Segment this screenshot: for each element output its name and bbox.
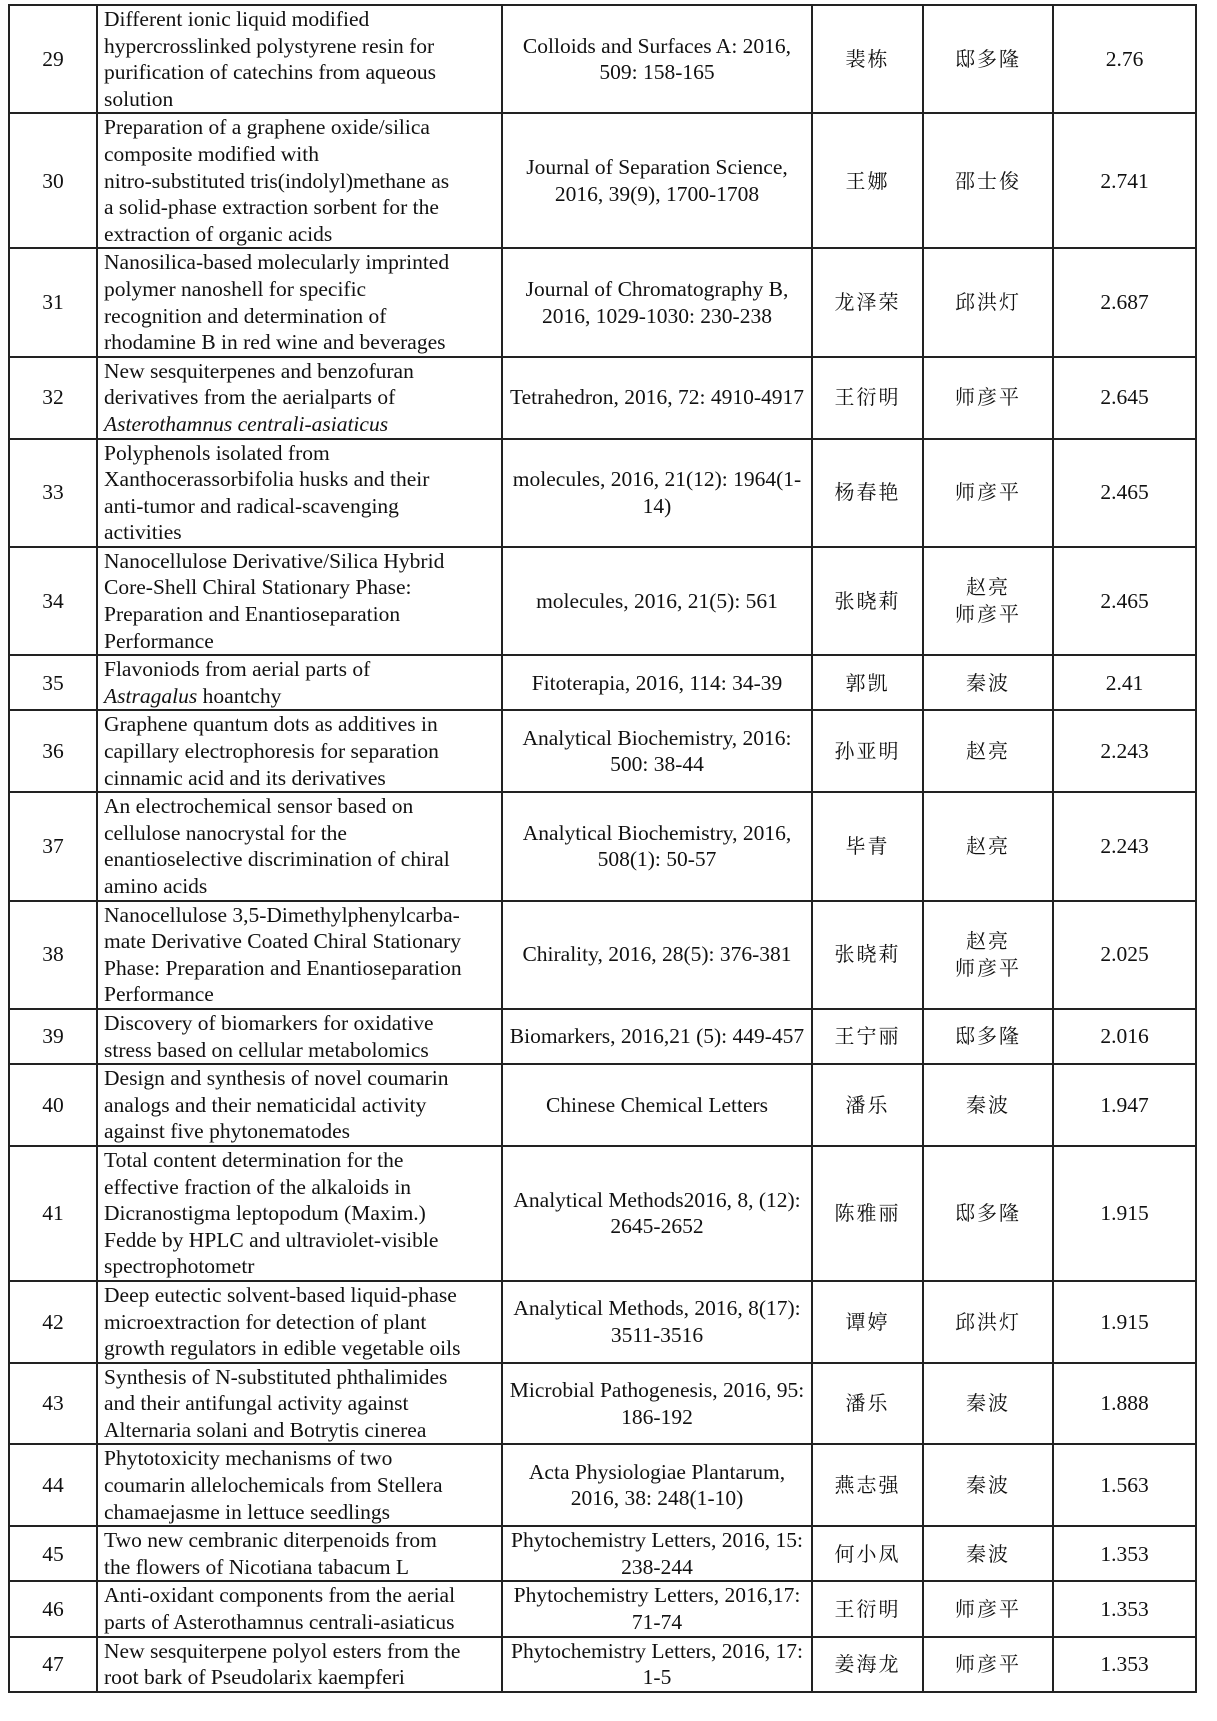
impact-factor: 2.016 [1053,1009,1196,1064]
paper-title-text: growth regulators in edible vegetable oils [104,1336,461,1361]
table-row [9,710,1196,792]
paper-title-line [104,981,497,1008]
journal-citation: Colloids and Surfaces A: 2016, 509: 158-165 [502,5,812,113]
first-author: 陈雅丽 [812,1146,923,1281]
paper-title-line [104,33,497,60]
paper-title [97,1526,502,1581]
paper-title [97,113,502,248]
paper-title-line [104,683,497,710]
table-row [9,901,1196,1009]
row-number: 35 [9,655,97,710]
paper-title-line [104,1609,497,1636]
publications-table [8,4,1197,1693]
paper-title-text: Graphene quantum dots as additives in [104,712,438,737]
impact-factor: 1.353 [1053,1581,1196,1636]
row-number: 45 [9,1526,97,1581]
advisor-name: 师彦平 [955,1651,1021,1676]
paper-title-line [104,1010,497,1037]
paper-title-line [104,955,497,982]
advisor-name: 邱洪灯 [955,290,1021,315]
paper-title-line [104,1282,497,1309]
advisor-name: 赵亮 [966,575,1010,600]
row-number: 37 [9,792,97,900]
paper-title-text: New sesquiterpenes and benzofuran [104,358,414,383]
paper-title-line [104,6,497,33]
paper-title-line [104,846,497,873]
impact-factor: 1.915 [1053,1146,1196,1281]
table-row [9,1444,1196,1526]
impact-factor: 2.741 [1053,113,1196,248]
paper-title-line [104,1147,497,1174]
paper-title-line [104,1638,497,1665]
paper-title-text: Preparation and Enantioseparation [104,602,401,627]
paper-title-text: Nanocellulose 3,5-Dimethylphenylcarba- [104,902,460,927]
row-number: 34 [9,547,97,655]
impact-factor: 1.353 [1053,1637,1196,1692]
paper-title-text: capillary electrophoresis for separation [104,739,439,764]
paper-title-text: derivatives from the aerialparts of [104,385,396,410]
advisor [923,1581,1053,1636]
paper-title-text: Performance [104,982,214,1007]
advisor-name: 赵亮 [966,739,1010,764]
first-author: 王娜 [812,113,923,248]
first-author: 郭凯 [812,655,923,710]
paper-title-line [104,548,497,575]
paper-title-text: chamaejasme in lettuce seedlings [104,1499,390,1524]
advisor [923,792,1053,900]
paper-title-line [104,1527,497,1554]
species-name: Astragalus [104,683,198,708]
advisor [923,439,1053,547]
first-author: 潘乐 [812,1363,923,1445]
first-author: 王宁丽 [812,1009,923,1064]
first-author: 杨春艳 [812,439,923,547]
paper-title-text: spectrophotometr [104,1254,255,1279]
paper-title [97,1146,502,1281]
advisor-name: 秦波 [966,1473,1010,1498]
paper-title-line [104,59,497,86]
paper-title-line [104,440,497,467]
advisor-name: 师彦平 [955,955,1021,980]
advisor [923,1281,1053,1363]
paper-title-text: Deep eutectic solvent-based liquid-phase [104,1282,457,1307]
paper-title-line [104,1092,497,1119]
table-row [9,1581,1196,1636]
journal-citation: molecules, 2016, 21(12): 1964(1-14) [502,439,812,547]
impact-factor: 1.888 [1053,1363,1196,1445]
impact-factor: 2.41 [1053,655,1196,710]
paper-title [97,1009,502,1064]
advisor-name: 秦波 [966,670,1010,695]
impact-factor: 2.645 [1053,357,1196,439]
journal-citation: Journal of Separation Science, 2016, 39(9), 1700-1708 [502,113,812,248]
table-row [9,547,1196,655]
advisor-name: 师彦平 [955,602,1021,627]
first-author: 裴栋 [812,5,923,113]
journal-citation: Analytical Biochemistry, 2016: 500: 38-44 [502,710,812,792]
advisor [923,248,1053,356]
paper-title-text: Xanthocerassorbifolia husks and their [104,467,430,492]
paper-title [97,5,502,113]
paper-title-line [104,194,497,221]
paper-title-line [104,1065,497,1092]
advisor-name: 秦波 [966,1092,1010,1117]
row-number: 38 [9,901,97,1009]
impact-factor: 1.947 [1053,1064,1196,1146]
first-author: 姜海龙 [812,1637,923,1692]
row-number: 29 [9,5,97,113]
paper-title-text: amino acids [104,874,208,898]
row-number: 44 [9,1444,97,1526]
paper-title-text: Phytotoxicity mechanisms of two [104,1446,393,1471]
paper-title-text: against five phytonematodes [104,1119,350,1144]
paper-title [97,1444,502,1526]
paper-title-line [104,1417,497,1444]
advisor [923,1009,1053,1064]
paper-title [97,655,502,710]
paper-title-line [104,1335,497,1362]
paper-title-text: Anti-oxidant components from the aerial [104,1583,456,1608]
advisor-name: 邸多隆 [955,46,1021,71]
advisor-name: 师彦平 [955,385,1021,410]
row-number: 47 [9,1637,97,1692]
first-author: 龙泽荣 [812,248,923,356]
journal-citation: Analytical Methods2016, 8, (12): 2645-2652 [502,1146,812,1281]
table-row [9,1146,1196,1281]
first-author: 张晓莉 [812,901,923,1009]
paper-title-line [104,1174,497,1201]
paper-title-text: polymer nanoshell for specific [104,276,367,301]
impact-factor: 2.025 [1053,901,1196,1009]
advisor [923,1064,1053,1146]
paper-title [97,710,502,792]
paper-title [97,1581,502,1636]
row-number: 39 [9,1009,97,1064]
table-row [9,1363,1196,1445]
journal-citation: Chirality, 2016, 28(5): 376-381 [502,901,812,1009]
first-author: 燕志强 [812,1444,923,1526]
paper-title-text: An electrochemical sensor based on [104,794,414,819]
table-row [9,792,1196,900]
paper-title-text: root bark of Pseudolarix kaempferi [104,1665,405,1690]
paper-title-line [104,466,497,493]
paper-title-line [104,1364,497,1391]
table-row [9,357,1196,439]
paper-title-text: parts of Asterothamnus centrali-asiaticus [104,1610,455,1635]
paper-title-line [104,249,497,276]
paper-title-line [104,928,497,955]
paper-title-text: activities [104,520,182,545]
paper-title-line [104,1664,497,1691]
paper-title [97,248,502,356]
first-author: 谭婷 [812,1281,923,1363]
paper-title [97,439,502,547]
paper-title-line [104,1582,497,1609]
paper-title-text: effective fraction of the alkaloids in [104,1174,412,1199]
paper-title-text: Dicranostigma leptopodum (Maxim.) [104,1201,426,1226]
paper-title [97,547,502,655]
first-author: 潘乐 [812,1064,923,1146]
paper-title-line [104,1037,497,1064]
paper-title-text: rhodamine B in red wine and beverages [104,330,446,355]
row-number: 36 [9,710,97,792]
paper-title-text: purification of catechins from aqueous [104,60,436,85]
paper-title-line [104,276,497,303]
paper-title-line [104,873,497,900]
paper-title-line [104,601,497,628]
row-number: 42 [9,1281,97,1363]
first-author: 孙亚明 [812,710,923,792]
advisor [923,710,1053,792]
journal-citation: Microbial Pathogenesis, 2016, 95: 186-192 [502,1363,812,1445]
advisor [923,1363,1053,1445]
paper-title-text: cellulose nanocrystal for the [104,820,347,845]
row-number: 46 [9,1581,97,1636]
journal-citation: Phytochemistry Letters, 2016,17: 71-74 [502,1581,812,1636]
advisor-name: 师彦平 [955,1596,1021,1621]
impact-factor: 2.76 [1053,5,1196,113]
advisor [923,1444,1053,1526]
journal-citation: Phytochemistry Letters, 2016, 15: 238-244 [502,1526,812,1581]
paper-title-line [104,411,497,438]
paper-title-text: Different ionic liquid modified [104,7,370,31]
impact-factor: 1.563 [1053,1444,1196,1526]
paper-title [97,901,502,1009]
advisor-name: 秦波 [966,1541,1010,1566]
advisor [923,357,1053,439]
paper-title-line [104,358,497,385]
paper-title-line [104,168,497,195]
first-author: 张晓莉 [812,547,923,655]
paper-title-line [104,1499,497,1526]
advisor-name: 赵亮 [966,929,1010,954]
impact-factor: 2.243 [1053,792,1196,900]
advisor [923,1146,1053,1281]
paper-title-line [104,141,497,168]
impact-factor: 2.243 [1053,710,1196,792]
paper-title-line [104,1554,497,1581]
first-author: 王衍明 [812,357,923,439]
first-author: 王衍明 [812,1581,923,1636]
paper-title-line [104,1390,497,1417]
paper-title-line [104,1200,497,1227]
impact-factor: 1.353 [1053,1526,1196,1581]
journal-citation: Phytochemistry Letters, 2016, 17: 1-5 [502,1637,812,1692]
journal-citation: Biomarkers, 2016,21 (5): 449-457 [502,1009,812,1064]
paper-title [97,1281,502,1363]
first-author: 何小凤 [812,1526,923,1581]
paper-title-line [104,329,497,356]
paper-title-text: extraction of organic acids [104,221,333,246]
paper-title-text: Flavoniods from aerial parts of [104,657,371,682]
paper-title-line [104,1253,497,1280]
paper-title-text: nitro-substituted tris(indolyl)methane as [104,168,450,193]
journal-citation: Chinese Chemical Letters [502,1064,812,1146]
journal-citation: Tetrahedron, 2016, 72: 4910-4917 [502,357,812,439]
row-number: 33 [9,439,97,547]
advisor-name: 秦波 [966,1391,1010,1416]
paper-title-line [104,303,497,330]
table-row [9,655,1196,710]
paper-title-text: Core-Shell Chiral Stationary Phase: [104,575,412,600]
paper-title-line [104,1118,497,1145]
paper-title-text: hoantchy [197,683,282,708]
paper-title-text: cinnamic acid and its derivatives [104,765,386,790]
journal-citation: Acta Physiologiae Plantarum, 2016, 38: 248(1-10) [502,1444,812,1526]
row-number: 32 [9,357,97,439]
paper-title-text: Alternaria solani and Botrytis cinerea [104,1417,427,1442]
journal-citation: Journal of Chromatography B, 2016, 1029-1030: 230-238 [502,248,812,356]
paper-title [97,1064,502,1146]
paper-title-text: Preparation of a graphene oxide/silica [104,115,430,140]
paper-title-text: coumarin allelochemicals from Stellera [104,1473,443,1498]
paper-title-text: Nanocellulose Derivative/Silica Hybrid [104,548,445,573]
table-row [9,1009,1196,1064]
paper-title-text: enantioselective discrimination of chiral [104,847,450,872]
paper-title [97,357,502,439]
advisor [923,901,1053,1009]
table-row [9,1526,1196,1581]
paper-title-text: composite modified with [104,141,319,166]
advisor [923,1637,1053,1692]
paper-title-line [104,1309,497,1336]
paper-title-text: Design and synthesis of novel coumarin [104,1066,449,1091]
paper-title-text: a solid-phase extraction sorbent for the [104,195,439,220]
advisor-name: 赵亮 [966,834,1010,859]
paper-title-text: solution [104,86,174,111]
paper-title-line [104,384,497,411]
table-row [9,248,1196,356]
paper-title [97,1637,502,1692]
advisor [923,113,1053,248]
paper-title-line [104,738,497,765]
paper-title-text: Phase: Preparation and Enantioseparation [104,955,462,980]
paper-title-line [104,114,497,141]
paper-title-line [104,1227,497,1254]
paper-title-line [104,656,497,683]
paper-title-line [104,1445,497,1472]
journal-citation: Analytical Biochemistry, 2016, 508(1): 50-57 [502,792,812,900]
paper-title-text: and their antifungal activity against [104,1391,409,1416]
paper-title-text: Discovery of biomarkers for oxidative [104,1010,434,1035]
paper-title-line [104,221,497,248]
paper-title-text: hypercrosslinked polystyrene resin for [104,33,435,58]
advisor [923,547,1053,655]
table-row [9,439,1196,547]
advisor-name: 邵士俊 [955,168,1021,193]
table-row [9,1281,1196,1363]
paper-title-text: Total content determination for the [104,1147,404,1172]
advisor-name: 邸多隆 [955,1201,1021,1226]
paper-title-text: Synthesis of N-substituted phthalimides [104,1364,448,1389]
paper-title-line [104,519,497,546]
journal-citation: molecules, 2016, 21(5): 561 [502,547,812,655]
advisor-name: 师彦平 [955,480,1021,505]
paper-title-text: stress based on cellular metabolomics [104,1037,429,1062]
paper-title-line [104,628,497,655]
paper-title-text: Fedde by HPLC and ultraviolet-visible [104,1227,439,1252]
paper-title-text: anti-tumor and radical-scavenging [104,493,399,518]
paper-title-line [104,493,497,520]
paper-title [97,792,502,900]
advisor [923,5,1053,113]
table-row [9,1064,1196,1146]
paper-title-line [104,1472,497,1499]
paper-title-line [104,86,497,113]
advisor [923,1526,1053,1581]
table-row [9,1637,1196,1692]
paper-title-line [104,765,497,792]
impact-factor: 2.465 [1053,547,1196,655]
impact-factor: 1.915 [1053,1281,1196,1363]
paper-title-text: Polyphenols isolated from [104,440,330,465]
journal-citation: Analytical Methods, 2016, 8(17): 3511-3516 [502,1281,812,1363]
paper-title-text: Performance [104,628,214,653]
first-author: 毕青 [812,792,923,900]
row-number: 41 [9,1146,97,1281]
paper-title-text: microextraction for detection of plant [104,1309,427,1334]
paper-title-line [104,711,497,738]
row-number: 30 [9,113,97,248]
paper-title-line [104,793,497,820]
advisor [923,655,1053,710]
paper-title-text: the flowers of Nicotiana tabacum L [104,1554,410,1579]
row-number: 40 [9,1064,97,1146]
paper-title-text: mate Derivative Coated Chiral Stationary [104,929,462,954]
impact-factor: 2.465 [1053,439,1196,547]
table-row [9,5,1196,113]
paper-title-text: recognition and determination of [104,303,387,328]
paper-title-text: Nanosilica-based molecularly imprinted [104,250,450,275]
paper-title-text: Two new cembranic diterpenoids from [104,1528,437,1553]
paper-title-line [104,820,497,847]
paper-title-line [104,902,497,929]
species-name: Asterothamnus centrali-asiaticus [104,411,389,436]
table-row [9,113,1196,248]
row-number: 43 [9,1363,97,1445]
publications-table-body [9,5,1196,1692]
paper-title [97,1363,502,1445]
journal-citation: Fitoterapia, 2016, 114: 34-39 [502,655,812,710]
paper-title-text: analogs and their nematicidal activity [104,1092,427,1117]
advisor-name: 邸多隆 [955,1024,1021,1049]
paper-title-text: New sesquiterpene polyol esters from the [104,1638,461,1663]
row-number: 31 [9,248,97,356]
impact-factor: 2.687 [1053,248,1196,356]
advisor-name: 邱洪灯 [955,1309,1021,1334]
paper-title-line [104,574,497,601]
